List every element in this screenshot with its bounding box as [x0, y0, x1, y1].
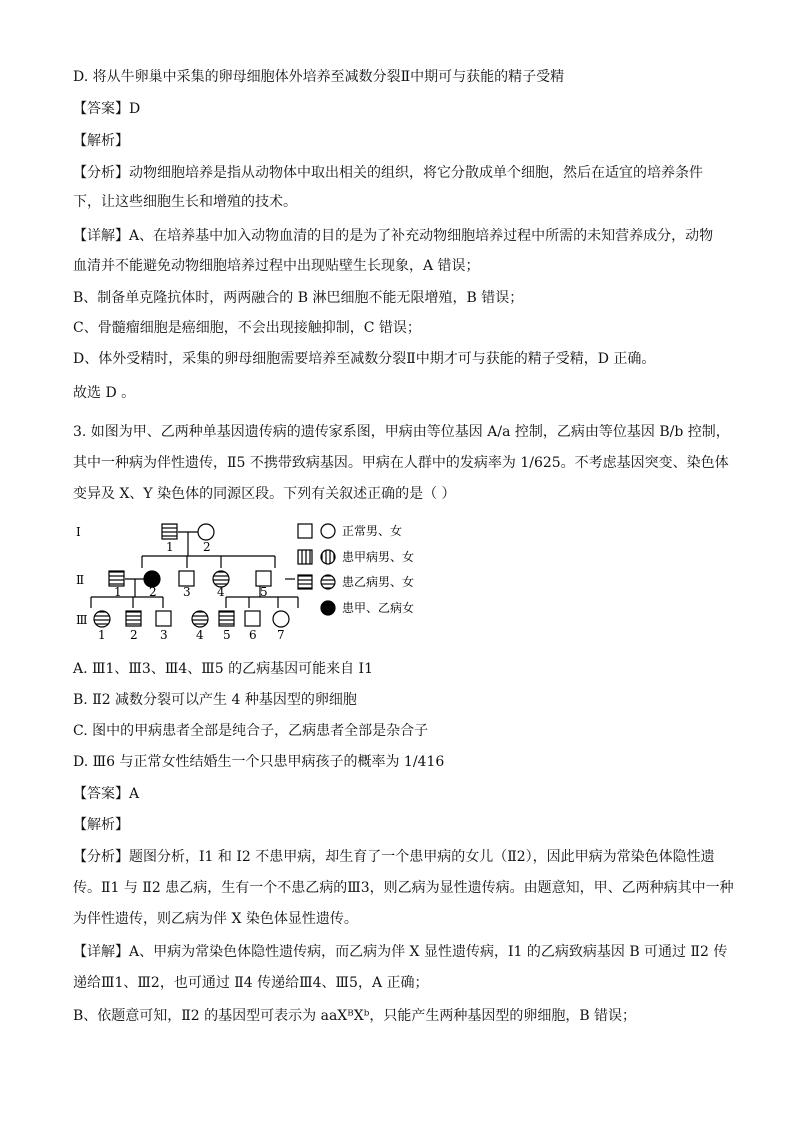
label-II1: 1 [114, 585, 122, 599]
detail-b: B、制备单克隆抗体时，两两融合的 B 淋巴细胞不能无限增殖，B 错误； [73, 290, 524, 306]
legend-a-male [298, 550, 312, 564]
option-c: C. 图中的甲病患者全部是纯合子，乙病患者全部是杂合子 [73, 723, 429, 739]
label-II2: 2 [149, 585, 157, 599]
person-II5 [256, 571, 271, 586]
answer-label-2: 【答案】A [73, 786, 140, 802]
label-III2: 2 [130, 628, 138, 642]
legend-text-normal: 正常男、女 [342, 524, 403, 538]
pedigree-chart [72, 518, 432, 644]
legend-b-male [298, 575, 312, 589]
analysis-label-2: 【解析】 [73, 817, 129, 833]
label-II4: 4 [217, 585, 225, 599]
legend-text-a: 患甲病男、女 [342, 550, 415, 564]
label-I2: 2 [203, 540, 211, 554]
question-3-line-3: 变异及 X、Y 染色体的同源区段。下列有关叙述正确的是（ ） [73, 486, 456, 502]
gen-III-label: Ⅲ [76, 613, 88, 627]
legend-text-ab: 患甲、乙病女 [342, 601, 415, 615]
option-b: B. Ⅱ2 减数分裂可以产生 4 种基因型的卵细胞 [73, 692, 357, 708]
analysis-label: 【解析】 [73, 133, 129, 149]
person-II1 [109, 571, 124, 586]
person-III4 [192, 611, 208, 627]
label-II5: 5 [260, 585, 268, 599]
label-III5: 5 [223, 628, 231, 642]
label-III4: 4 [196, 628, 204, 642]
detail2-text-2: 递给Ⅲ1、Ⅲ2，也可通过 Ⅱ4 传递给Ⅲ4、Ⅲ5，A 正确； [73, 975, 429, 991]
legend-normal-male [298, 524, 312, 538]
analysis2-text-2: 传。Ⅱ1 与 Ⅱ2 患乙病，生有一个不患乙病的Ⅲ3，则乙病为显性遗传病。由题意知，甲、乙两种病其中一种 [73, 880, 734, 896]
question-3-line-2: 其中一种病为伴性遗传，Ⅱ5 不携带致病基因。甲病在人群中的发病率为 1/625。不考虑基因突变、染色体 [73, 455, 729, 471]
label-III7: 7 [277, 628, 285, 642]
analysis-text-1: 【分析】动物细胞培养是指从动物体中取出相关的组织，将它分散成单个细胞，然后在适宜的培养条件 [73, 165, 703, 181]
option-d-previous: D. 将从牛卵巢中采集的卵母细胞体外培养至减数分裂Ⅱ中期可与获能的精子受精 [73, 69, 565, 85]
detail2-b: B、依题意可知，Ⅱ2 的基因型可表示为 aaXᴮXᵇ，只能产生两种基因型的卵细胞，B 错误； [73, 1008, 637, 1024]
detail-text-1: 【详解】A、在培养基中加入动物血清的目的是为了补充动物细胞培养过程中所需的未知营养成分，动物 [73, 228, 714, 244]
label-III1: 1 [98, 628, 106, 642]
legend-text-b: 患乙病男、女 [342, 575, 415, 589]
person-II3 [179, 571, 194, 586]
option-d: D. Ⅲ6 与正常女性结婚生一个只患甲病孩子的概率为 1/416 [73, 754, 445, 770]
person-I1 [162, 524, 177, 539]
person-III1 [94, 611, 110, 627]
choose-d: 故选 D 。 [73, 385, 136, 401]
analysis-text-2: 下，让这些细胞生长和增殖的技术。 [73, 194, 297, 210]
legend-b-female [321, 575, 335, 589]
question-3-line-1: 3. 如图为甲、乙两种单基因遗传病的遗传家系图，甲病由等位基因 A/a 控制，乙病由等位基因 B/b 控制， [73, 424, 730, 440]
gen-I-label: Ⅰ [76, 525, 81, 539]
label-I1: 1 [166, 540, 174, 554]
person-III2 [126, 611, 141, 626]
analysis2-text-1: 【分析】题图分析，Ⅰ1 和 Ⅰ2 不患甲病，却生育了一个患甲病的女儿（Ⅱ2），因此甲病为常染色体隐性遗 [73, 849, 715, 865]
analysis2-text-3: 为伴性遗传，则乙病为伴 X 染色体显性遗传。 [73, 911, 358, 927]
label-III6: 6 [249, 628, 257, 642]
gen-II-label: Ⅱ [76, 573, 85, 587]
detail-text-2: 血清并不能避免动物细胞培养过程中出现贴壁生长现象，A 错误； [73, 258, 480, 274]
label-III3: 3 [160, 628, 168, 642]
person-III5 [219, 611, 234, 626]
detail2-text-1: 【详解】A、甲病为常染色体隐性遗传病，而乙病为伴 X 显性遗传病，Ⅰ1 的乙病致病基因 B 可通过 Ⅱ2 传 [73, 944, 728, 960]
person-III3 [156, 611, 171, 626]
detail-c: C、骨髓瘤细胞是癌细胞，不会出现接触抑制，C 错误； [73, 320, 421, 336]
legend-normal-female [321, 524, 335, 538]
option-a: A. Ⅲ1、Ⅲ3、Ⅲ4、Ⅲ5 的乙病基因可能来自 Ⅰ1 [73, 661, 373, 677]
person-III6 [245, 611, 260, 626]
legend-ab-female [321, 601, 335, 615]
label-II3: 3 [183, 585, 191, 599]
legend-a-female [321, 550, 335, 564]
person-I2 [198, 524, 214, 540]
person-III7 [273, 611, 289, 627]
answer-label: 【答案】D [73, 101, 141, 117]
detail-d: D、体外受精时，采集的卵母细胞需要培养至减数分裂Ⅱ中期才可与获能的精子受精，D 正确。 [73, 351, 656, 367]
